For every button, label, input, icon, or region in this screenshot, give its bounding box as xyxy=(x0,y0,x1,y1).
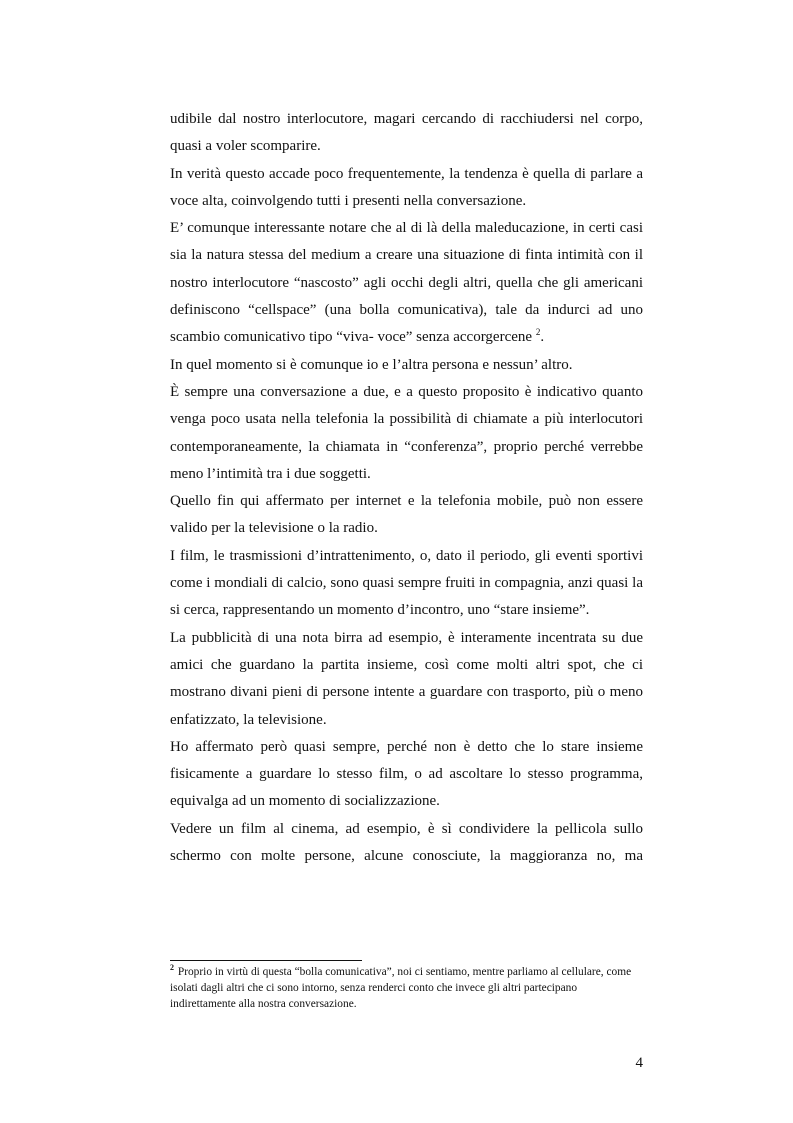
paragraph-6: Quello fin qui affermato per internet e la telefonia mobile, può non essere valido per la televisione o la radio. xyxy=(170,493,643,537)
paragraph-8: La pubblicità di una nota birra ad esempio, è interamente incentrata su due amici che guardano la partita insieme, così come molti altri spot, che ci mostrano divani pieni di persone intente a guardare con trasporto, più o meno enfatizzato, la televisione. xyxy=(170,629,643,728)
paragraph-3 xyxy=(170,215,643,351)
paragraph-7: I film, le trasmissioni d’intrattenimento, o, dato il periodo, gli eventi sportivi come i mondiali di calcio, sono quasi sempre fruiti in compagnia, anzi quasi la si cerca, rappresentando un momento d’incontro, uno “stare insieme”. xyxy=(170,547,643,619)
paragraph-1: udibile dal nostro interlocutore, magari cercando di racchiudersi nel corpo, quasi a voler scomparire. xyxy=(170,111,643,155)
paragraph-10: Vedere un film al cinema, ad esempio, è sì condividere la pellicola sullo schermo con molte persone, alcune conosciute, la maggioranza no, ma xyxy=(170,820,643,865)
page-number: 4 xyxy=(635,1055,643,1071)
paragraph-9: Ho affermato però quasi sempre, perché non è detto che lo stare insieme fisicamente a guardare lo stesso film, o ad ascoltare lo stesso programma, equivalga ad un momento di socializzazione. xyxy=(170,738,643,810)
body-text xyxy=(170,106,643,870)
paragraph-3-end: . xyxy=(540,329,545,346)
paragraph-5: È sempre una conversazione a due, e a questo proposito è indicativo quanto venga poco usata nella telefonia la possibilità di chiamate a più interlocutori contemporaneamente, la chiamata in “conferenza”, proprio perché verrebbe meno l’intimità tra i due soggetti. xyxy=(170,383,643,482)
footnote-text: Proprio in virtù di questa “bolla comunicativa”, noi ci sentiamo, mentre parliamo al cellulare, come isolati dagli altri che ci sono intorno, senza renderci conto che invece gli altri partecipano indirettamente alla nostra conversazione. xyxy=(170,966,632,1010)
paragraph-2: In verità questo accade poco frequentemente, la tendenza è quella di parlare a voce alta, coinvolgendo tutti i presenti nella conversazione. xyxy=(170,165,643,209)
footnote xyxy=(170,964,643,1012)
footnote-divider xyxy=(170,960,362,961)
footnote-reference: 2 xyxy=(535,327,541,338)
footnote-number: 2 xyxy=(170,963,174,973)
paragraph-3-text: E’ comunque interessante notare che al di là della maleducazione, in certi casi sia la natura stessa del medium a creare una situazione di finta intimità con il nostro interlocutore “nascosto” agli occhi degli altri, quella che gli americani definiscono “cellspace” (una bolla comunicativa), tale da indurci ad uno scambio comunicativo tipo “viva- voce” senza accorgercene xyxy=(170,220,643,346)
paragraph-4: In quel momento si è comunque io e l’altra persona e nessun’ altro. xyxy=(170,356,573,373)
